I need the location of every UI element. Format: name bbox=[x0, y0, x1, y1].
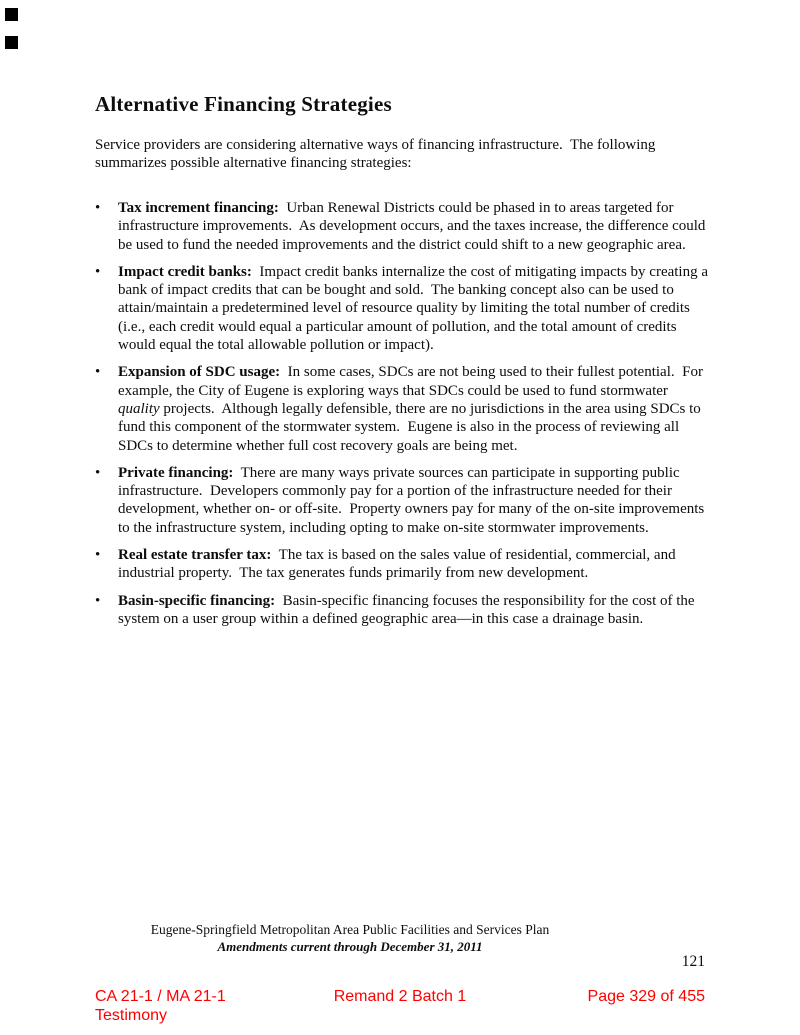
scan-artifact-mark-top bbox=[5, 8, 18, 21]
stamp-page-label: Page 329 of 455 bbox=[587, 988, 705, 1005]
page-footer bbox=[0, 921, 700, 955]
list-item bbox=[95, 464, 712, 537]
bullet-icon: • bbox=[95, 547, 101, 564]
list-item bbox=[95, 592, 712, 629]
bullet-label: Impact credit banks: bbox=[118, 263, 252, 280]
page-number: 121 bbox=[681, 953, 705, 970]
bullet-label: Real estate transfer tax: bbox=[118, 547, 272, 564]
bullet-icon: • bbox=[95, 592, 101, 609]
bullet-icon: • bbox=[95, 263, 101, 280]
intro-paragraph: Service providers are considering alternative ways of financing infrastructure. The following summarizes possible alternative financing strategies: bbox=[95, 137, 660, 172]
scan-artifact-mark-bottom bbox=[5, 36, 18, 49]
bullet-icon: • bbox=[95, 464, 101, 481]
bullet-label: Tax increment financing: bbox=[118, 200, 279, 216]
bullet-text: Real estate transfer tax: The tax is based on the sales value of residential, commercial, and industrial property. The tax generates funds primarily from new development. bbox=[118, 547, 680, 582]
footer-amendments-note: Amendments current through December 31, 2011 bbox=[217, 939, 483, 954]
stamp-case-label: CA 21-1 / MA 21-1 Testimony bbox=[95, 988, 226, 1024]
bullet-text: Private financing: There are many ways private sources can participate in supporting public infrastructure. Developers commonly pay for a portion of the infrastructure needed for their development, whether on- or off-site. Property owners pay for many of the on-site improvements to the infrastructure system, including opting to make on-site stormwater improvements. bbox=[118, 464, 708, 536]
list-item bbox=[95, 363, 712, 454]
financing-strategies-list bbox=[95, 199, 712, 637]
testimony-stamp bbox=[95, 987, 705, 1025]
bullet-text: Basin-specific financing: Basin-specific financing focuses the responsibility for the cost of the system on a user group within a defined geographic area—in this case a drainage basin. bbox=[118, 592, 699, 627]
bullet-icon: • bbox=[95, 200, 101, 216]
stamp-batch-label: Remand 2 Batch 1 bbox=[333, 988, 467, 1005]
bullet-label: Expansion of SDC usage: bbox=[118, 364, 281, 381]
bullet-label: Private financing: bbox=[118, 464, 234, 481]
page-title: Alternative Financing Strategies bbox=[95, 92, 392, 116]
list-item bbox=[95, 546, 712, 583]
list-item bbox=[95, 199, 712, 254]
list-item bbox=[95, 263, 712, 354]
bullet-text: Tax increment financing: Urban Renewal Districts could be phased in to areas targeted for infrastructure improvements. As development occurs, and the taxes increase, the difference could be used to fund the needed improvements and the district could shift to a new geographic area. bbox=[118, 200, 710, 253]
footer-plan-title: Eugene-Springfield Metropolitan Area Public Facilities and Services Plan bbox=[150, 922, 550, 937]
bullet-icon: • bbox=[95, 364, 101, 381]
bullet-label: Basin-specific financing: bbox=[118, 592, 276, 609]
bullet-text: Impact credit banks: Impact credit banks internalize the cost of mitigating impacts by creating a bank of impact credits that can be bought and sold. The banking concept also can be used to attain/maintain a predetermined level of resource quality by limiting the total number of credits (i.e., each credit would equal a particular amount of pollution, and the total amount of credits would equal the total allowable pollution or impact). bbox=[118, 263, 712, 354]
bullet-text: Expansion of SDC usage: In some cases, SDCs are not being used to their fullest potential. For example, the City of Eugene is exploring ways that SDCs could be used to fund stormwater quality projects. Although legally defensible, there are no jurisdictions in the area using SDCs to fund this component of the stormwater system. Eugene is also in the process of reviewing all SDCs to determine whether full cost recovery goals are being met. bbox=[118, 364, 707, 454]
